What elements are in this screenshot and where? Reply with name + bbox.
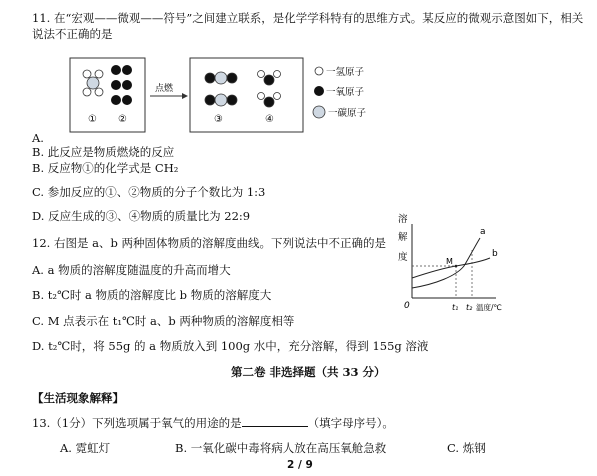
legend [313, 66, 367, 119]
label-1: ① [88, 114, 97, 125]
oxygen-atom-icon [314, 86, 324, 96]
methane-molecule [83, 70, 103, 96]
xlabel: 温度/℃ [476, 303, 502, 312]
reaction-diagram [60, 56, 400, 136]
label-4: ④ [265, 114, 274, 125]
q11-stem-line2: 说法不正确的是 [32, 27, 113, 41]
q11-option-b1: B. 此反应是物质燃烧的反应 [32, 145, 175, 159]
section-subheading: 【生活现象解释】 [32, 391, 124, 405]
ylabel-char-1: 溶 [398, 214, 408, 225]
q13-option-c: C. 炼钢 [447, 441, 486, 455]
products-box [190, 58, 303, 132]
water-molecules [258, 71, 281, 108]
label-3: ③ [214, 114, 223, 125]
q11-stem-line1: 11. 在“宏观——微观——符号”之间建立联系，是化学学科特有的思维方式。某反应的微观示意图如下，相关 [32, 11, 584, 25]
answer-blank[interactable] [242, 415, 308, 427]
legend-hydrogen: 一氢原子 [326, 67, 365, 78]
co2-molecules [205, 72, 237, 106]
q13-option-a: A. 霓虹灯 [60, 441, 111, 455]
legend-oxygen: 一氧原子 [326, 87, 365, 98]
q13-stem [32, 415, 394, 430]
q13-stem-after: （填字母序号）。 [307, 416, 394, 430]
label-m: M [446, 257, 453, 266]
q12-option-d: D. t₂℃时，将 55g 的 a 物质放入到 100g 水中，充分溶解，得到 155g 溶液 [32, 339, 429, 353]
q11-option-d: D. 反应生成的③、④物质的质量比为 22:9 [32, 209, 251, 223]
ylabel-char-3: 度 [398, 252, 408, 263]
q11-option-c: C. 参加反应的①、②物质的分子个数比为 1:3 [32, 185, 266, 199]
q12-option-a: A. a 物质的溶解度随温度的升高而增大 [32, 263, 231, 277]
point-m [455, 265, 458, 268]
ylabel-char-2: 解 [398, 232, 408, 243]
label-b: b [492, 249, 498, 259]
t1-label: t₁ [452, 303, 459, 312]
arrow-head-icon [182, 93, 188, 99]
label-2: ② [118, 114, 127, 125]
origin-label: 0 [404, 301, 410, 311]
q12-stem: 12. 右图是 a、b 两种固体物质的溶解度曲线。下列说法中不正确的是 [32, 236, 386, 250]
q12-option-b: B. t₂℃时 a 物质的溶解度比 b 物质的溶解度大 [32, 288, 272, 302]
carbon-atom-icon [313, 106, 325, 118]
reactants-box [70, 58, 145, 132]
q13-option-b: B. 一氧化碳中毒将病人放在高压氧舱急救 [175, 441, 387, 455]
q13-stem-before: 13.（1分）下列选项属于氧气的用途的是 [32, 416, 242, 430]
oxygen-molecules [111, 65, 132, 105]
q12-option-c: C. M 点表示在 t₁℃时 a、b 两种物质的溶解度相等 [32, 314, 295, 328]
solubility-graph [396, 210, 506, 318]
label-a: a [480, 227, 486, 237]
t2-label: t₂ [466, 303, 473, 312]
arrow-label: 点燃 [155, 84, 174, 94]
legend-carbon: 一碳原子 [328, 108, 367, 119]
q11-option-a: A. [32, 131, 44, 145]
q11-option-b2: B. 反应物①的化学式是 CH₂ [32, 161, 179, 175]
hydrogen-atom-icon [315, 67, 323, 75]
page-number: 2 / 9 [287, 459, 313, 471]
section-title: 第二卷 非选择题（共 33 分） [231, 365, 386, 379]
